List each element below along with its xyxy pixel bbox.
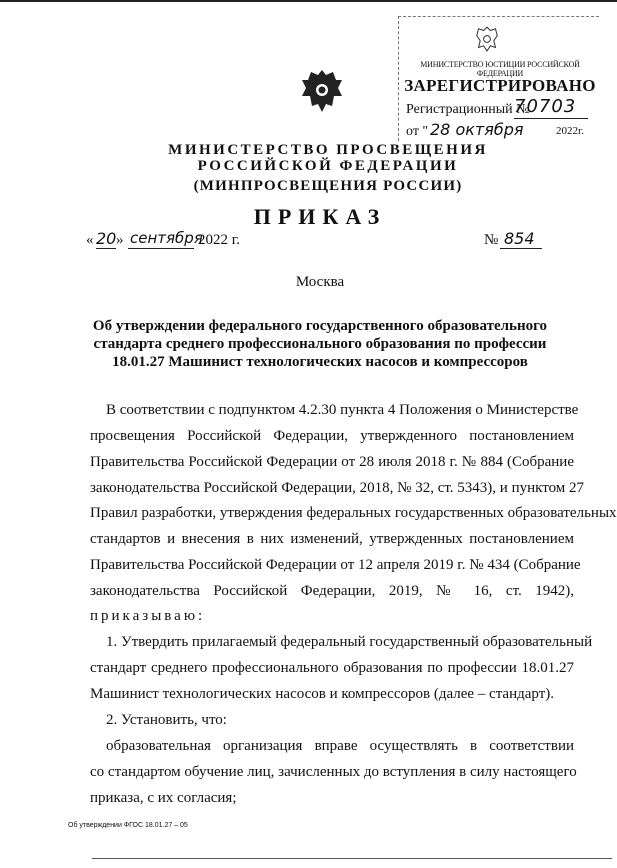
scan-edge-bottom [92, 858, 612, 859]
ministry-short-name: (МИНПРОСВЕЩЕНИЯ РОССИИ) [193, 178, 463, 194]
date-day-underline [96, 248, 116, 249]
body-line: Правительства Российской Федерации от 12 апреля 2019 г. № 434 (Собрание [90, 557, 581, 573]
stamp-reg-number-underline [514, 118, 588, 119]
stamp-year: 2022г. [556, 125, 585, 137]
stamp-date-prefix: от " [406, 124, 429, 139]
body-line: со стандартом обучение лиц, зачисленных до вступления в силу настоящего [90, 764, 577, 780]
body-line: стандарт среднего профессионального образования по профессии 18.01.27 [90, 660, 574, 676]
ministry-name-line1: МИНИСТЕРСТВО ПРОСВЕЩЕНИЯ [168, 142, 488, 158]
order-number-label: № [484, 232, 499, 248]
stamp-reg-number-value: 70703 [514, 96, 577, 117]
order-number-underline [500, 248, 542, 249]
stamp-ministry-name: МИНИСТЕРСТВО ЮСТИЦИИ РОССИЙСКОЙ ФЕДЕРАЦИИ [420, 60, 580, 78]
ministry-name-line2: РОССИЙСКОЙ ФЕДЕРАЦИИ [197, 158, 459, 174]
date-quote-close: » [116, 232, 124, 248]
body-line: Правительства Российской Федерации от 28 июля 2018 г. № 884 (Собрание [90, 454, 574, 470]
body-line-order-word: приказываю: [90, 608, 206, 624]
date-month: сентября [130, 229, 203, 247]
city: Москва [295, 274, 345, 290]
body-line: образовательная организация вправе осуществлять в соответствии [106, 738, 574, 754]
order-number-value: 854 [504, 229, 535, 248]
subject-line: стандарта среднего профессионального образования по профессии [93, 336, 547, 352]
body-line: просвещения Российской Федерации, утвержденного постановлением [90, 428, 574, 444]
stamp-registered-label: ЗАРЕГИСТРИРОВАНО [404, 76, 596, 95]
stamp-date-value: 28 октября [430, 120, 524, 139]
order-title: ПРИКАЗ [253, 204, 387, 229]
subject-line: 18.01.27 Машинист технологических насосов и компрессоров [112, 354, 528, 370]
body-line: 2. Установить, что: [106, 712, 227, 728]
subject-line: Об утверждении федерального государственного образовательного [92, 318, 548, 334]
date-quote-open: « [86, 232, 94, 248]
scan-edge-top [0, 0, 617, 2]
body-line: Машинист технологических насосов и компрессоров (далее – стандарт). [90, 686, 555, 702]
body-line: законодательства Российской Федерации, 2019, № 16, ст. 1942), [90, 583, 574, 599]
coat-of-arms-icon [296, 66, 348, 118]
stamp-coat-of-arms-icon [470, 22, 504, 56]
body-line: В соответствии с подпунктом 4.2.30 пункта 4 Положения о Министерстве [106, 402, 579, 418]
body-line: законодательства Российской Федерации, 2018, № 32, ст. 5343), и пунктом 27 [90, 480, 585, 496]
date-day: 20 [96, 229, 117, 248]
date-month-underline [128, 248, 194, 249]
stamp-reg-number-label: Регистрационный № [406, 102, 530, 117]
body-line: Правил разработки, утверждения федеральных государственных образовательных [90, 505, 617, 521]
body-line: приказа, с их согласия; [90, 790, 237, 806]
body-line: 1. Утвердить прилагаемый федеральный государственный образовательный [106, 634, 593, 650]
date-year: 2022 г. [198, 232, 240, 248]
body-line: стандартов и внесения в них изменений, утвержденных постановлением [90, 531, 574, 547]
footer-reference: Об утверждении ФГОС 18.01.27 – 05 [68, 822, 188, 829]
